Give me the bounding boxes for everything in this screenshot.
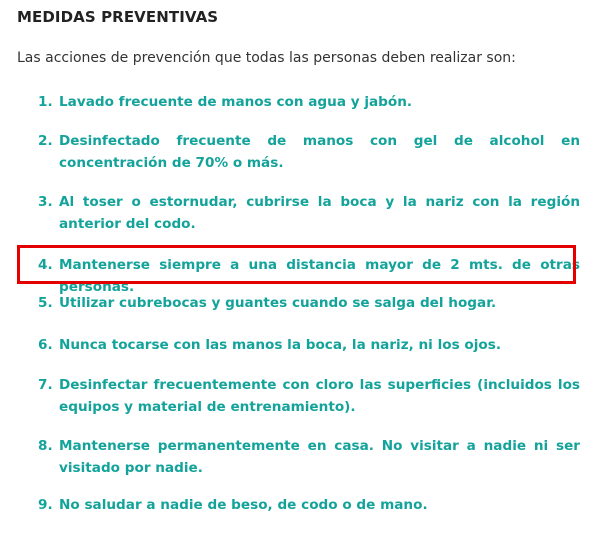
item-number: 1. (38, 94, 53, 110)
list-item (38, 191, 580, 235)
item-text: Utilizar cubrebocas y guantes cuando se salga del hogar. (59, 295, 497, 311)
item-text: Mantenerse siempre a una distancia mayor de 2 mts. de otras personas. (59, 257, 580, 295)
list-item (38, 334, 580, 356)
list-item (38, 435, 580, 479)
item-number: 7. (38, 377, 53, 393)
item-number: 4. (38, 257, 53, 273)
item-number: 5. (38, 295, 53, 311)
list-item (38, 374, 580, 418)
item-text: Desinfectado frecuente de manos con gel de alcohol en concentración de 70% o más. (59, 133, 580, 171)
list-item (38, 494, 580, 516)
item-number: 8. (38, 438, 53, 454)
list-item (38, 130, 580, 174)
item-number: 6. (38, 337, 53, 353)
item-text: Al toser o estornudar, cubrirse la boca y la nariz con la región anterior del codo. (59, 194, 580, 232)
list-item (38, 91, 580, 113)
item-text: Desinfectar frecuentemente con cloro las superficies (incluidos los equipos y material de entrenamiento). (59, 377, 580, 415)
highlight-box (17, 245, 576, 284)
item-number: 9. (38, 497, 53, 513)
item-text: Lavado frecuente de manos con agua y jabón. (59, 94, 413, 110)
item-number: 2. (38, 133, 53, 149)
intro-text: Las acciones de prevención que todas las personas deben realizar son: (17, 50, 516, 66)
item-number: 3. (38, 194, 53, 210)
item-text: Mantenerse permanentemente en casa. No visitar a nadie ni ser visitado por nadie. (59, 438, 580, 476)
item-text: No saludar a nadie de beso, de codo o de mano. (59, 497, 428, 513)
item-text: Nunca tocarse con las manos la boca, la nariz, ni los ojos. (59, 337, 501, 353)
page-title: MEDIDAS PREVENTIVAS (17, 8, 219, 26)
list-item (38, 292, 580, 314)
